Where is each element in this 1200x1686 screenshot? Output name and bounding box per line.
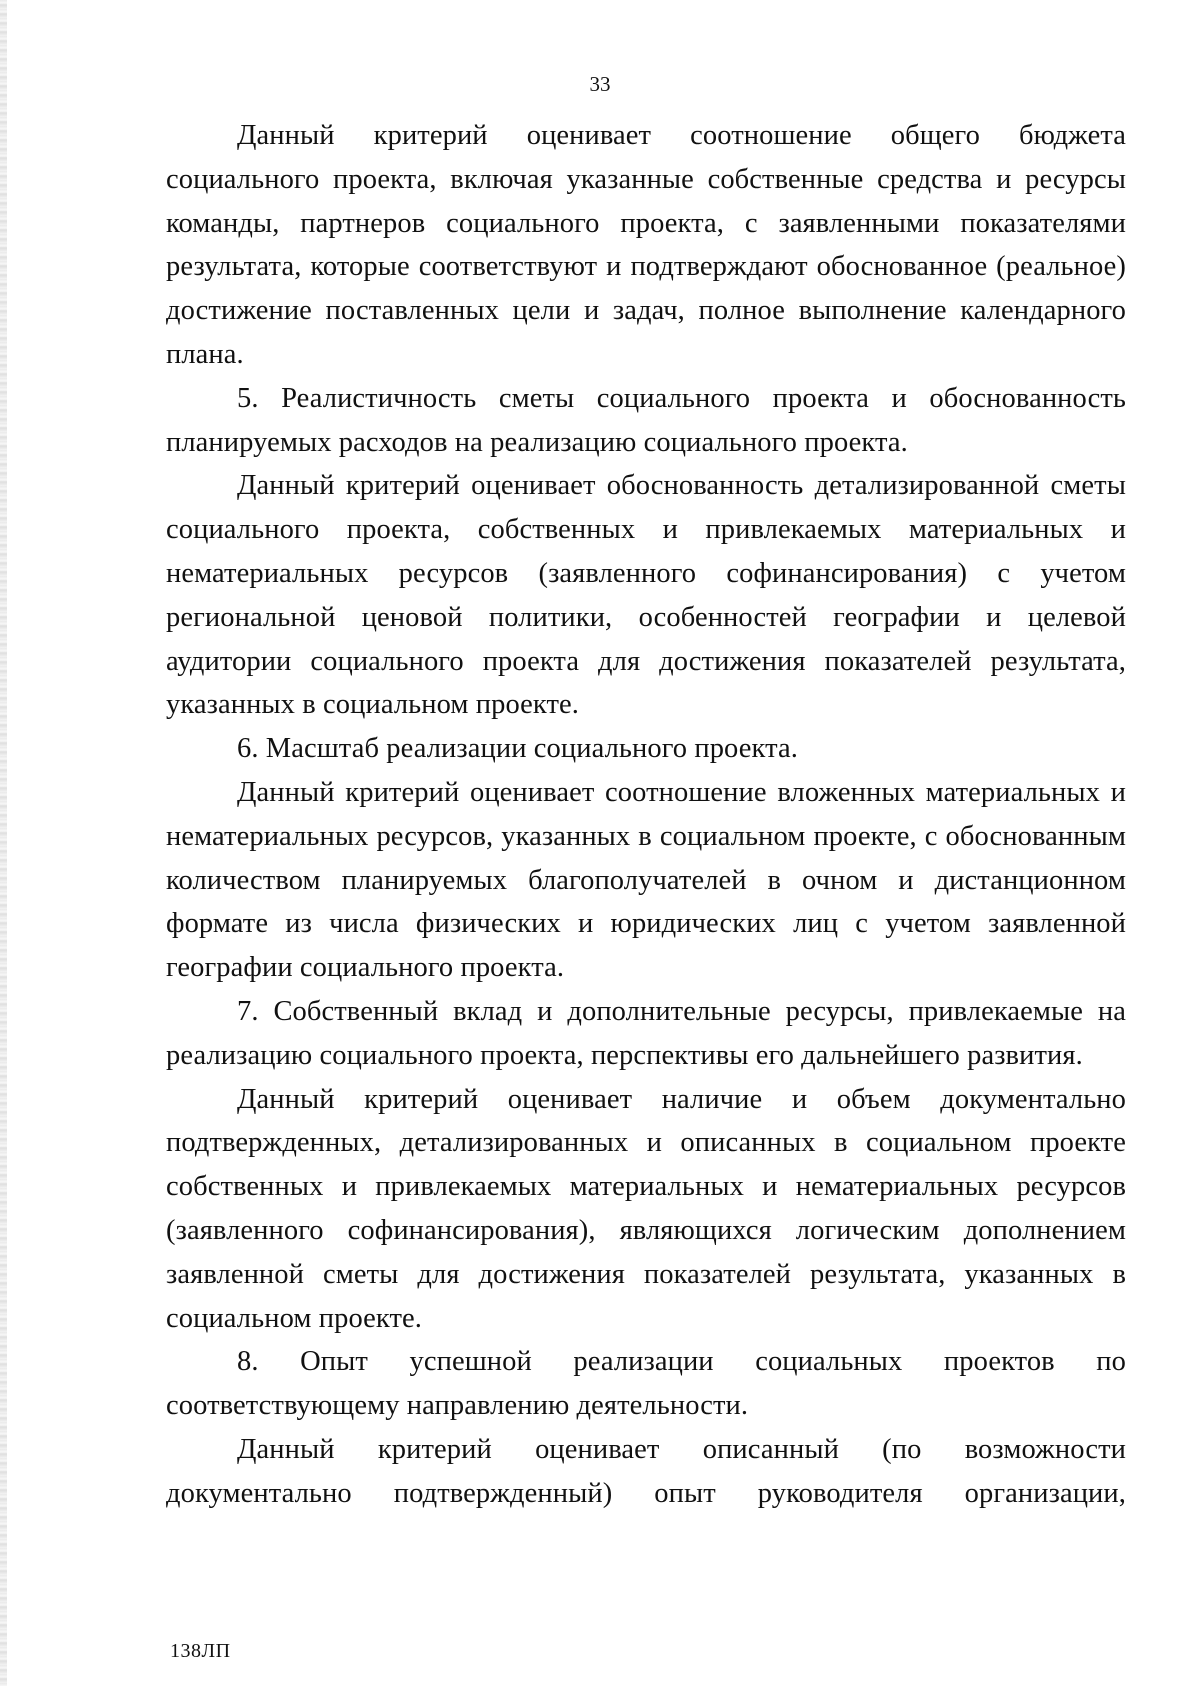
criterion-5-heading: 5. Реалистичность сметы социального проекта и обоснованность планируемых расходов на реализацию социального проекта. <box>166 382 1126 458</box>
paragraph-scale-ratio: Данный критерий оценивает соотношение вложенных материальных и нематериальных ресурсов, указанных в социальном проекте, с обоснованным количеством планируемых благополучателей в очном и дистанционном формате из числа физических и юридических лиц с учетом заявленной географии социального проекта. <box>166 776 1126 984</box>
criterion-8-heading: 8. Опыт успешной реализации социальных проектов по соответствующему направлению деятельности. <box>166 1346 1126 1422</box>
document-body <box>166 114 1126 1516</box>
paragraph-own-contribution: Данный критерий оценивает наличие и объем документально подтвержденных, детализированных и описанных в социальном проекте собственных и привлекаемых материальных и нематериальных ресурсов (заявленного софинансирования), являющихся логическим дополнением заявленной сметы для достижения показателей результата, указанных в социальном проекте. <box>166 1083 1126 1334</box>
page-number: 33 <box>589 72 611 96</box>
paragraph-budget-ratio: Данный критерий оценивает соотношение общего бюджета социального проекта, включая указанные собственные средства и ресурсы команды, партнеров социального проекта, с заявленными показателями результата, которые соответствуют и подтверждают обоснованное (реальное) достижение поставленных цели и задач, полное выполнение календарного плана. <box>166 120 1126 370</box>
paragraph-experience: Данный критерий оценивает описанный (по возможности документально подтвержденный) опыт руководителя организации, <box>166 1433 1126 1509</box>
paragraph-estimate-validity: Данный критерий оценивает обоснованность детализированной сметы социального проекта, собственных и привлекаемых материальных и нематериальных ресурсов (заявленного софинансирования) с учетом региональной ценовой политики, особенностей географии и целевой аудитории социального проекта для достижения показателей результата, указанных в социальном проекте. <box>166 470 1126 721</box>
criterion-7-heading: 7. Собственный вклад и дополнительные ресурсы, привлекаемые на реализацию социального проекта, перспективы его дальнейшего развития. <box>166 995 1126 1071</box>
criterion-6-heading: 6. Масштаб реализации социального проекта. <box>237 733 798 765</box>
scan-edge-artifact <box>0 0 7 1686</box>
document-code: 138ЛП <box>170 1640 231 1662</box>
